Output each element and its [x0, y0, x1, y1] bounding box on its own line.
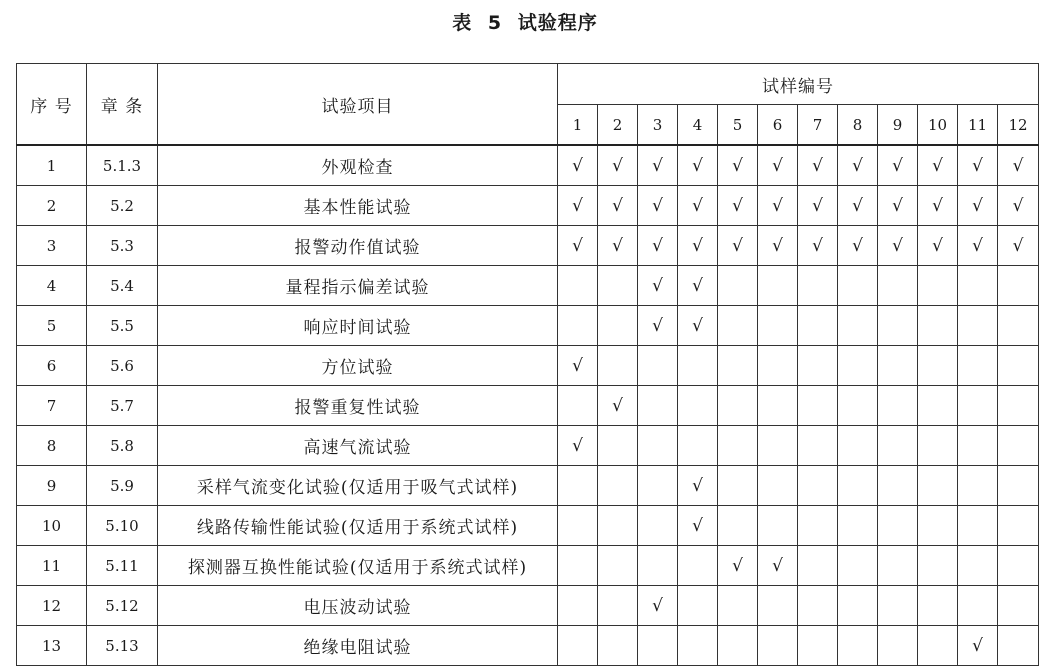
check-mark-icon: √ [572, 155, 583, 176]
sample-cell [558, 626, 598, 666]
check-mark-icon: √ [572, 355, 583, 376]
check-mark-icon: √ [1012, 235, 1024, 256]
sample-cell [918, 426, 958, 466]
sample-cell [958, 145, 998, 186]
row-test-item: 报警动作值试验 [158, 226, 558, 266]
sample-cell [798, 506, 838, 546]
check-mark-icon: √ [692, 155, 703, 176]
sample-cell [838, 426, 878, 466]
row-section: 5.12 [87, 586, 158, 626]
sample-cell [758, 306, 798, 346]
header-seq: 序 号 [17, 64, 87, 146]
row-section: 5.10 [87, 506, 158, 546]
sample-cell [598, 426, 638, 466]
check-mark-icon: √ [612, 395, 623, 416]
sample-cell [998, 386, 1039, 426]
sample-cell [638, 226, 678, 266]
sample-cell [918, 145, 958, 186]
table-row [17, 426, 1039, 466]
sample-cell [638, 145, 678, 186]
sample-cell [678, 145, 718, 186]
table-row [17, 346, 1039, 386]
check-mark-icon: √ [692, 235, 703, 256]
table-row [17, 466, 1039, 506]
sample-cell [998, 266, 1039, 306]
sample-cell [558, 266, 598, 306]
sample-cell [918, 386, 958, 426]
check-mark-icon: √ [732, 155, 743, 176]
table-row [17, 626, 1039, 666]
sample-cell [718, 626, 758, 666]
sample-cell [958, 306, 998, 346]
sample-cell [758, 266, 798, 306]
sample-cell [998, 426, 1039, 466]
check-mark-icon: √ [732, 195, 743, 216]
sample-cell [918, 546, 958, 586]
check-mark-icon: √ [572, 235, 583, 256]
sample-cell [758, 506, 798, 546]
check-mark-icon: √ [772, 235, 783, 256]
check-mark-icon: √ [652, 155, 663, 176]
sample-cell [958, 346, 998, 386]
sample-cell [638, 546, 678, 586]
header-sample-number: 10 [918, 105, 958, 146]
header-sample-number: 1 [558, 105, 598, 146]
row-section: 5.11 [87, 546, 158, 586]
row-test-item: 绝缘电阻试验 [158, 626, 558, 666]
sample-cell [958, 266, 998, 306]
table-row [17, 546, 1039, 586]
sample-cell [878, 226, 918, 266]
sample-cell [558, 226, 598, 266]
sample-cell [678, 466, 718, 506]
sample-cell [958, 466, 998, 506]
row-test-item: 高速气流试验 [158, 426, 558, 466]
sample-cell [998, 226, 1039, 266]
row-test-item: 采样气流变化试验(仅适用于吸气式试样) [158, 466, 558, 506]
sample-cell [998, 506, 1039, 546]
row-test-item: 探测器互换性能试验(仅适用于系统式试样) [158, 546, 558, 586]
check-mark-icon: √ [572, 195, 583, 216]
row-seq-number: 8 [17, 426, 87, 466]
check-mark-icon: √ [852, 195, 863, 216]
check-mark-icon: √ [772, 195, 783, 216]
sample-cell [718, 386, 758, 426]
check-mark-icon: √ [652, 315, 663, 336]
row-seq-number: 4 [17, 266, 87, 306]
sample-cell [918, 306, 958, 346]
check-mark-icon: √ [732, 555, 743, 576]
sample-cell [838, 145, 878, 186]
header-sample-number: 3 [638, 105, 678, 146]
table-title: 表 5 试验程序 [452, 12, 598, 34]
sample-cell [758, 145, 798, 186]
check-mark-icon: √ [612, 235, 623, 256]
sample-cell [838, 346, 878, 386]
check-mark-icon: √ [692, 315, 703, 336]
header-sample-number: 2 [598, 105, 638, 146]
check-mark-icon: √ [612, 195, 623, 216]
sample-cell [958, 586, 998, 626]
sample-cell [678, 626, 718, 666]
header-sample-number: 9 [878, 105, 918, 146]
row-seq-number: 1 [17, 145, 87, 186]
row-section: 5.6 [87, 346, 158, 386]
sample-cell [598, 626, 638, 666]
check-mark-icon: √ [772, 155, 783, 176]
sample-cell [758, 626, 798, 666]
sample-cell [678, 266, 718, 306]
sample-cell [998, 346, 1039, 386]
sample-cell [918, 226, 958, 266]
sample-cell [758, 426, 798, 466]
sample-cell [878, 466, 918, 506]
sample-cell [838, 386, 878, 426]
sample-cell [878, 145, 918, 186]
check-mark-icon: √ [972, 155, 983, 176]
sample-cell [798, 546, 838, 586]
sample-cell [998, 626, 1039, 666]
sample-cell [918, 346, 958, 386]
sample-cell [558, 145, 598, 186]
check-mark-icon: √ [1012, 155, 1024, 176]
sample-cell [998, 145, 1039, 186]
check-mark-icon: √ [732, 235, 743, 256]
sample-cell [958, 506, 998, 546]
check-mark-icon: √ [772, 555, 783, 576]
sample-cell [838, 626, 878, 666]
check-mark-icon: √ [692, 475, 703, 496]
sample-cell [878, 546, 918, 586]
check-mark-icon: √ [852, 235, 863, 256]
sample-cell [558, 386, 598, 426]
check-mark-icon: √ [892, 195, 903, 216]
check-mark-icon: √ [692, 275, 703, 296]
sample-cell [558, 186, 598, 226]
sample-cell [718, 226, 758, 266]
sample-cell [998, 306, 1039, 346]
sample-cell [918, 586, 958, 626]
sample-cell [598, 586, 638, 626]
check-mark-icon: √ [812, 195, 823, 216]
sample-cell [638, 306, 678, 346]
sample-cell [878, 346, 918, 386]
row-test-item: 外观检查 [158, 145, 558, 186]
table-row [17, 306, 1039, 346]
sample-cell [598, 226, 638, 266]
sample-cell [638, 266, 678, 306]
row-seq-number: 9 [17, 466, 87, 506]
check-mark-icon: √ [612, 155, 623, 176]
sample-cell [838, 466, 878, 506]
sample-cell [878, 506, 918, 546]
sample-cell [798, 626, 838, 666]
row-test-item: 电压波动试验 [158, 586, 558, 626]
sample-cell [598, 506, 638, 546]
sample-cell [678, 186, 718, 226]
sample-cell [678, 426, 718, 466]
check-mark-icon: √ [652, 235, 663, 256]
sample-cell [878, 626, 918, 666]
sample-cell [718, 426, 758, 466]
header-section: 章 条 [87, 64, 158, 146]
sample-cell [798, 466, 838, 506]
header-sample-number: 7 [798, 105, 838, 146]
check-mark-icon: √ [932, 195, 943, 216]
sample-cell [998, 466, 1039, 506]
table-row [17, 226, 1039, 266]
row-test-item: 方位试验 [158, 346, 558, 386]
sample-cell [758, 546, 798, 586]
header-sample-number: 12 [998, 105, 1039, 146]
sample-cell [638, 346, 678, 386]
header-sample-number: 8 [838, 105, 878, 146]
header-item: 试验项目 [158, 64, 558, 146]
sample-cell [878, 306, 918, 346]
sample-cell [638, 386, 678, 426]
sample-cell [998, 546, 1039, 586]
sample-cell [758, 466, 798, 506]
sample-cell [558, 546, 598, 586]
check-mark-icon: √ [892, 235, 903, 256]
sample-cell [798, 186, 838, 226]
header-sample-number: 5 [718, 105, 758, 146]
sample-cell [918, 186, 958, 226]
sample-cell [718, 266, 758, 306]
sample-cell [758, 586, 798, 626]
row-test-item: 量程指示偏差试验 [158, 266, 558, 306]
row-section: 5.9 [87, 466, 158, 506]
sample-cell [678, 306, 718, 346]
row-seq-number: 10 [17, 506, 87, 546]
row-seq-number: 6 [17, 346, 87, 386]
sample-cell [798, 266, 838, 306]
sample-cell [798, 386, 838, 426]
sample-cell [918, 506, 958, 546]
row-seq-number: 12 [17, 586, 87, 626]
sample-cell [878, 266, 918, 306]
sample-cell [678, 586, 718, 626]
row-test-item: 报警重复性试验 [158, 386, 558, 426]
sample-cell [678, 226, 718, 266]
sample-cell [598, 186, 638, 226]
sample-cell [678, 546, 718, 586]
table-row [17, 145, 1039, 186]
sample-cell [798, 306, 838, 346]
row-seq-number: 3 [17, 226, 87, 266]
sample-cell [838, 506, 878, 546]
sample-cell [718, 466, 758, 506]
sample-cell [798, 426, 838, 466]
row-section: 5.13 [87, 626, 158, 666]
check-mark-icon: √ [892, 155, 903, 176]
row-test-item: 线路传输性能试验(仅适用于系统式试样) [158, 506, 558, 546]
sample-cell [638, 426, 678, 466]
sample-cell [558, 586, 598, 626]
check-mark-icon: √ [932, 235, 943, 256]
sample-cell [758, 186, 798, 226]
table-row [17, 586, 1039, 626]
sample-cell [598, 346, 638, 386]
sample-cell [638, 586, 678, 626]
sample-cell [838, 306, 878, 346]
sample-cell [798, 226, 838, 266]
sample-cell [598, 546, 638, 586]
sample-cell [838, 586, 878, 626]
sample-cell [958, 386, 998, 426]
sample-cell [718, 145, 758, 186]
sample-cell [598, 145, 638, 186]
row-section: 5.2 [87, 186, 158, 226]
sample-cell [838, 226, 878, 266]
sample-cell [718, 506, 758, 546]
header-samples: 试样编号 [558, 64, 1039, 105]
table-row [17, 186, 1039, 226]
sample-cell [838, 186, 878, 226]
row-seq-number: 11 [17, 546, 87, 586]
sample-cell [958, 186, 998, 226]
check-mark-icon: √ [972, 235, 983, 256]
check-mark-icon: √ [572, 435, 583, 456]
sample-cell [838, 546, 878, 586]
sample-cell [878, 586, 918, 626]
sample-cell [718, 346, 758, 386]
check-mark-icon: √ [812, 155, 823, 176]
check-mark-icon: √ [1012, 195, 1024, 216]
row-seq-number: 7 [17, 386, 87, 426]
sample-cell [958, 226, 998, 266]
table-row [17, 266, 1039, 306]
row-section: 5.8 [87, 426, 158, 466]
sample-cell [638, 626, 678, 666]
row-test-item: 响应时间试验 [158, 306, 558, 346]
header-sample-number: 4 [678, 105, 718, 146]
table-row [17, 506, 1039, 546]
sample-cell [958, 626, 998, 666]
sample-cell [758, 346, 798, 386]
test-procedure-table [16, 63, 1039, 666]
row-section: 5.7 [87, 386, 158, 426]
sample-cell [678, 386, 718, 426]
sample-cell [878, 426, 918, 466]
sample-cell [878, 386, 918, 426]
sample-cell [918, 266, 958, 306]
sample-cell [838, 266, 878, 306]
sample-cell [718, 186, 758, 226]
sample-cell [598, 306, 638, 346]
sample-cell [998, 186, 1039, 226]
row-section: 5.3 [87, 226, 158, 266]
sample-cell [558, 346, 598, 386]
sample-cell [718, 306, 758, 346]
sample-cell [598, 266, 638, 306]
sample-cell [598, 386, 638, 426]
check-mark-icon: √ [652, 595, 663, 616]
check-mark-icon: √ [692, 195, 703, 216]
sample-cell [638, 466, 678, 506]
row-section: 5.5 [87, 306, 158, 346]
sample-cell [598, 466, 638, 506]
sample-cell [998, 586, 1039, 626]
sample-cell [958, 546, 998, 586]
sample-cell [918, 466, 958, 506]
sample-cell [718, 546, 758, 586]
sample-cell [758, 386, 798, 426]
check-mark-icon: √ [972, 635, 983, 656]
sample-cell [558, 506, 598, 546]
row-section: 5.1.3 [87, 145, 158, 186]
check-mark-icon: √ [852, 155, 863, 176]
row-section: 5.4 [87, 266, 158, 306]
table-row [17, 386, 1039, 426]
row-test-item: 基本性能试验 [158, 186, 558, 226]
sample-cell [638, 506, 678, 546]
header-sample-number: 11 [958, 105, 998, 146]
sample-cell [558, 426, 598, 466]
check-mark-icon: √ [972, 195, 983, 216]
sample-cell [918, 626, 958, 666]
sample-cell [718, 586, 758, 626]
check-mark-icon: √ [692, 515, 703, 536]
sample-cell [958, 426, 998, 466]
check-mark-icon: √ [932, 155, 943, 176]
sample-cell [878, 186, 918, 226]
sample-cell [638, 186, 678, 226]
sample-cell [758, 226, 798, 266]
sample-cell [798, 145, 838, 186]
header-sample-number: 6 [758, 105, 798, 146]
row-seq-number: 2 [17, 186, 87, 226]
check-mark-icon: √ [812, 235, 823, 256]
sample-cell [678, 506, 718, 546]
sample-cell [798, 586, 838, 626]
sample-cell [558, 306, 598, 346]
sample-cell [558, 466, 598, 506]
sample-cell [798, 346, 838, 386]
check-mark-icon: √ [652, 275, 663, 296]
check-mark-icon: √ [652, 195, 663, 216]
row-seq-number: 13 [17, 626, 87, 666]
row-seq-number: 5 [17, 306, 87, 346]
sample-cell [678, 346, 718, 386]
